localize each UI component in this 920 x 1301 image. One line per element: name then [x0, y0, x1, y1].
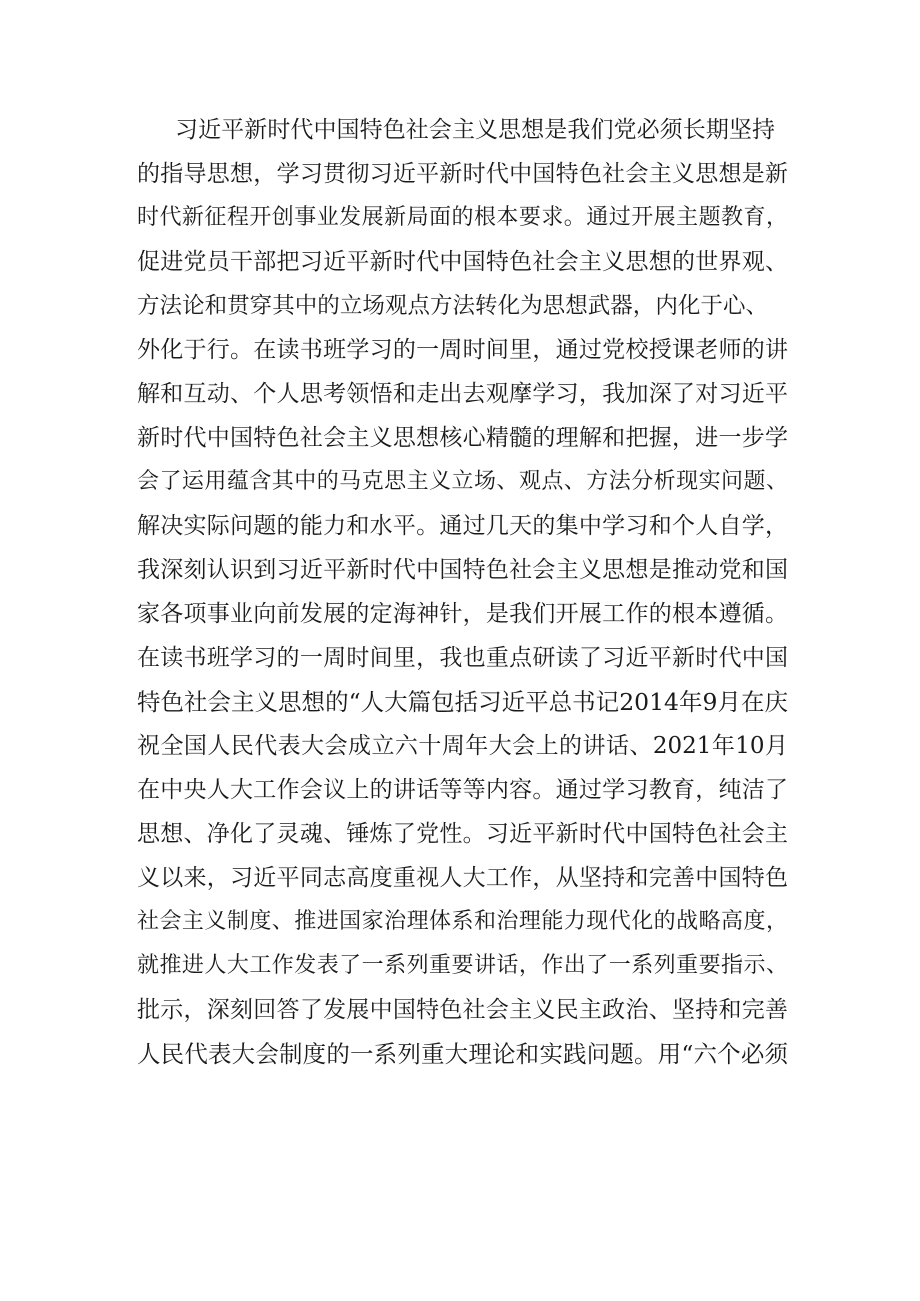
text-line: 特色社会主义思想的“人大篇包括习近平总书记2014年9月在庆 — [137, 688, 788, 716]
text-line: 批示，深刻回答了发展中国特色社会主义民主政治、坚持和完善 — [137, 997, 788, 1023]
text-line: 习近平新时代中国特色社会主义思想是我们党必须长期坚持 — [175, 117, 775, 143]
text-line: 思想、净化了灵魂、锤炼了党性。习近平新时代中国特色社会主 — [137, 821, 788, 847]
text-line: 方法论和贯穿其中的立场观点方法转化为思想武器，内化于心、 — [137, 293, 768, 319]
text-line: 社会主义制度、推进国家治理体系和治理能力现代化的战略高度， — [137, 909, 788, 934]
text-line: 我深刻认识到习近平新时代中国特色社会主义思想是推动党和国 — [137, 557, 788, 583]
text-line: 促进党员干部把习近平新时代中国特色社会主义思想的世界观、 — [137, 249, 788, 275]
text-line: 时代新征程开创事业发展新局面的根本要求。通过开展主题教育， — [137, 205, 788, 230]
text-line: 在读书班学习的一周时间里，我也重点研读了习近平新时代中国 — [137, 645, 788, 671]
text-line: 义以来，习近平同志高度重视人大工作，从坚持和完善中国特色 — [137, 865, 788, 891]
text-line: 的指导思想，学习贯彻习近平新时代中国特色社会主义思想是新 — [137, 161, 788, 187]
text-line: 会了运用蕴含其中的马克思主义立场、观点、方法分析现实问题、 — [137, 469, 788, 494]
text-line: 新时代中国特色社会主义思想核心精髓的理解和把握，进一步学 — [137, 425, 788, 451]
text-line: 解决实际问题的能力和水平。通过几天的集中学习和个人自学， — [137, 513, 788, 539]
text-line: 解和互动、个人思考领悟和走出去观摩学习，我加深了对习近平 — [137, 381, 788, 407]
text-line: 外化于行。在读书班学习的一周时间里，通过党校授课老师的讲 — [137, 337, 788, 363]
text-line: 就推进人大工作发表了一系列重要讲话，作出了一系列重要指示、 — [137, 953, 788, 978]
text-line: 人民代表大会制度的一系列重大理论和实践问题。用“六个必须 — [137, 1040, 788, 1068]
text-line: 在中央人大工作会议上的讲话等等内容。通过学习教育，纯洁了 — [137, 777, 788, 803]
text-line: 祝全国人民代表大会成立六十周年大会上的讲话、2021年10月 — [137, 733, 788, 759]
text-line: 家各项事业向前发展的定海神针，是我们开展工作的根本遵循。 — [137, 601, 788, 627]
